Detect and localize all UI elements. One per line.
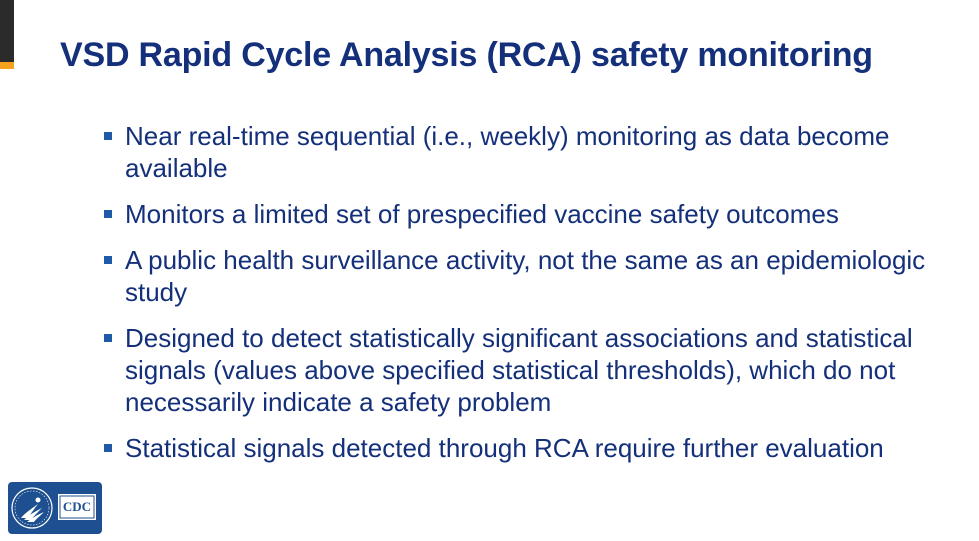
bullet-item [104, 198, 964, 230]
bullet-item [104, 120, 964, 184]
slide-title: VSD Rapid Cycle Analysis (RCA) safety monitoring [60, 36, 873, 74]
square-bullet-icon [104, 444, 112, 452]
bullet-text: Designed to detect statistically significant associations and statistical signals (values above specified statistical thresholds), which do not necessarily indicate a safety problem [125, 323, 913, 417]
square-bullet-icon [104, 256, 112, 264]
bullet-text: Statistical signals detected through RCA require further evaluation [125, 433, 884, 463]
cdc-logo-text: CDC [62, 499, 92, 514]
bullet-item [104, 322, 964, 418]
bullet-text: Near real-time sequential (i.e., weekly) monitoring as data become available [125, 121, 890, 183]
bullet-item [104, 244, 964, 308]
bullet-text: A public health surveillance activity, not the same as an epidemiologic study [125, 245, 926, 307]
square-bullet-icon [104, 334, 112, 342]
cdc-hhs-logo [8, 482, 102, 534]
square-bullet-icon [104, 132, 112, 140]
bullet-text: Monitors a limited set of prespecified vaccine safety outcomes [125, 199, 839, 229]
bullet-item [104, 432, 964, 464]
bullet-list [104, 120, 964, 478]
square-bullet-icon [104, 210, 112, 218]
accent-bar [0, 0, 14, 67]
accent-stripe [0, 62, 14, 69]
